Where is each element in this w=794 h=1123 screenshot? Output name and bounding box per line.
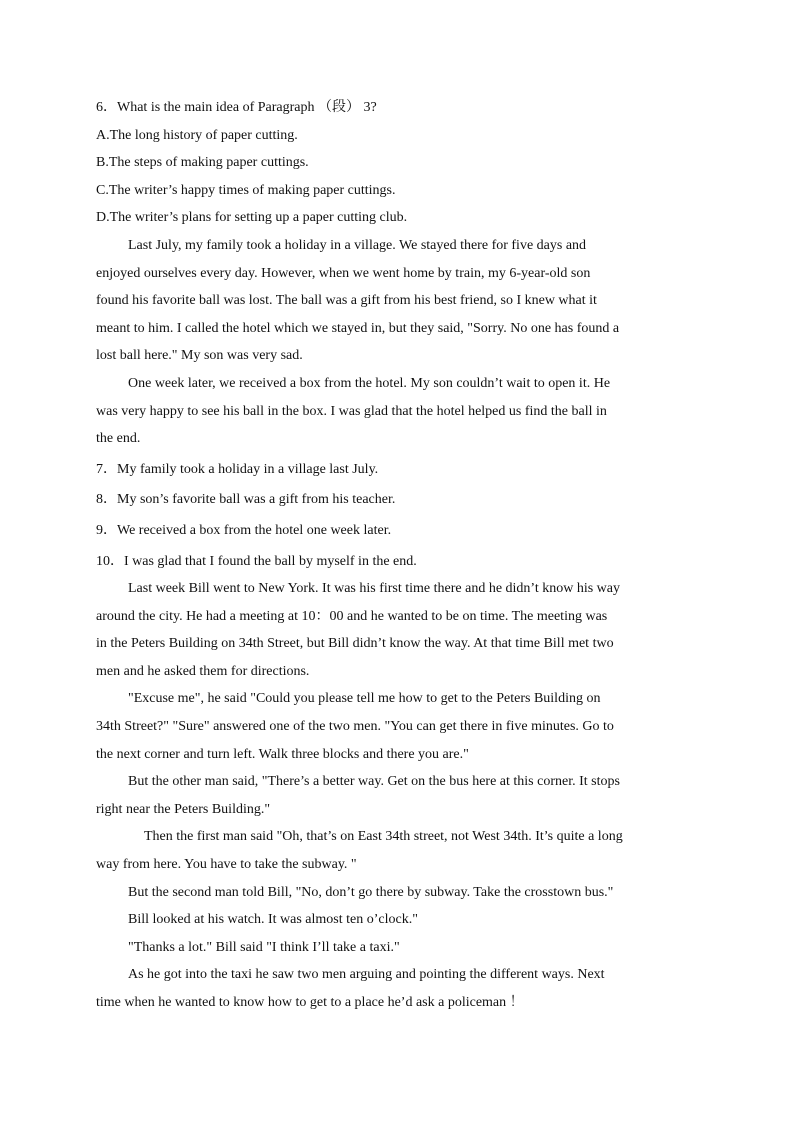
statement-8: 8．My son’s favorite ball was a gift from his teacher. <box>96 492 396 508</box>
text-line: right near the Peters Building." <box>96 801 271 817</box>
bill-paragraph-6: Bill looked at his watch. It was almost ten o’clock." <box>128 912 418 928</box>
option-b: B.The steps of making paper cuttings. <box>96 155 309 171</box>
statement-7: 7．My family took a holiday in a village last July. <box>96 461 379 477</box>
bill-paragraph-4 <box>96 823 696 878</box>
text-line: men and he asked them for directions. <box>96 663 310 679</box>
text-line: As he got into the taxi he saw two men arguing and pointing the different ways. Next <box>128 967 605 983</box>
worksheet-page <box>96 94 696 1017</box>
text-line: 34th Street?" "Sure" answered one of the two men. "You can get there in five minutes. Go to <box>96 719 614 735</box>
text-line: was very happy to see his ball in the box. I was glad that the hotel helped us find the ball in <box>96 403 607 419</box>
text-line: meant to him. I called the hotel which we stayed in, but they said, "Sorry. No one has found a <box>96 320 620 336</box>
option-a: A.The long history of paper cutting. <box>96 127 298 143</box>
text-line: Last week Bill went to New York. It was his first time there and he didn’t know his way <box>128 581 621 597</box>
text-line: time when he wanted to know how to get to a place he’d ask a policeman ！ <box>96 995 524 1010</box>
bill-paragraph-1 <box>96 575 696 685</box>
text-line: way from here. You have to take the subway. " <box>96 857 357 873</box>
text-line: One week later, we received a box from the hotel. My son couldn’t wait to open it. He <box>128 375 611 391</box>
text-line: But the other man said, "There’s a better way. Get on the bus here at this corner. It stops <box>128 774 620 790</box>
statement-10: 10．I was glad that I found the ball by myself in the end. <box>96 553 417 569</box>
text-line: lost ball here." My son was very sad. <box>96 348 303 364</box>
option-c: C.The writer’s happy times of making paper cuttings. <box>96 182 396 198</box>
bill-paragraph-7: "Thanks a lot." Bill said "I think I’ll take a taxi." <box>128 939 400 955</box>
bill-paragraph-2 <box>96 685 696 768</box>
text-line: the next corner and turn left. Walk three blocks and there you are." <box>96 746 469 762</box>
text-line: in the Peters Building on 34th Street, but Bill didn’t know the way. At that time Bill met two <box>96 636 614 652</box>
passage-lost-ball-paragraph-2 <box>96 370 696 453</box>
text-line: Then the first man said "Oh, that’s on East 34th street, not West 34th. It’s quite a long <box>144 829 623 845</box>
option-d: D.The writer’s plans for setting up a paper cutting club. <box>96 210 408 226</box>
bill-paragraph-8 <box>96 961 696 1016</box>
true-false-statements <box>96 456 696 575</box>
question-6-stem: 6．What is the main idea of Paragraph （段） 3? <box>96 100 377 115</box>
text-line: enjoyed ourselves every day. However, when we went home by train, my 6-year-old son <box>96 265 591 281</box>
text-line: the end. <box>96 431 141 447</box>
question-6 <box>96 94 696 232</box>
text-line: around the city. He had a meeting at 10：00 and he wanted to be on time. The meeting was <box>96 608 608 624</box>
passage-lost-ball <box>96 232 696 453</box>
passage-lost-ball-paragraph-1 <box>96 232 696 370</box>
passage-bill-new-york <box>96 575 696 1017</box>
text-line: found his favorite ball was lost. The ball was a gift from his best friend, so I knew what it <box>96 293 597 309</box>
bill-paragraph-3 <box>96 768 696 823</box>
statement-9: 9．We received a box from the hotel one week later. <box>96 522 392 538</box>
text-line: "Excuse me", he said "Could you please tell me how to get to the Peters Building on <box>128 691 601 707</box>
text-line: Last July, my family took a holiday in a village. We stayed there for five days and <box>128 237 587 253</box>
bill-paragraph-5: But the second man told Bill, "No, don’t go there by subway. Take the crosstown bus." <box>128 884 614 900</box>
